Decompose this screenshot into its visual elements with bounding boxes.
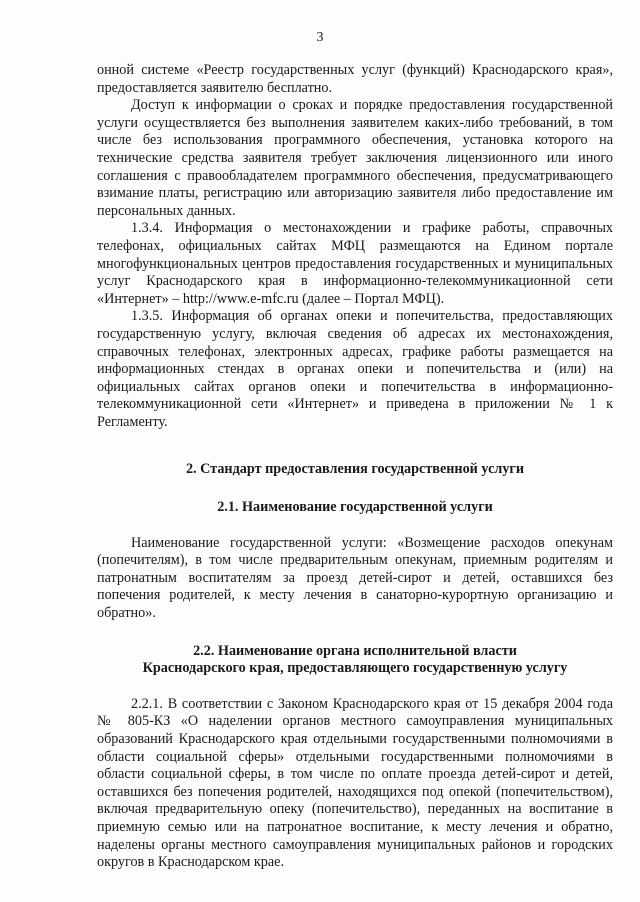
section-2-2-heading-line2: Краснодарского края, предоставляющего государственную услугу	[142, 660, 568, 677]
paragraph-access-info: Доступ к информации о сроках и порядке предоставления государственной услуги осуществляется без выполнения заявителем каких-либо требований, в том числе без использования программного обеспечения, установка которого на технические средства заявителя требует заключения лицензионного или иного соглашения с правообладателем программного обеспечения, предусматривающего взимание платы, регистрацию или авторизацию заявителя либо предоставление им персональных данных.	[97, 97, 613, 219]
paragraph-1-3-4: 1.3.4. Информация о местонахождении и графике работы, справочных телефонах, официальных сайтах МФЦ размещаются на Едином портале многофункциональных центров предоставления государственных и муниципальных услуг Краснодарского края в информационно-телекоммуникационной сети «Интернет» – http://www.e-mfc.ru (далее – Портал МФЦ).	[97, 220, 613, 307]
section-2-1-heading: 2.1. Наименование государственной услуги	[217, 499, 493, 516]
section-2-2-1-text: 2.2.1. В соответствии с Законом Краснодарского края от 15 декабря 2004 года № 805-КЗ «О наделении органов местного самоуправления муниципальных образований Краснодарского края отдельными государственными полномочиями в области социальной сферы» отдельными государственными полномочиями в области социальной сферы, в том числе по оплате проезда детей-сирот и детей, оставшихся без попечения родителей, находящихся под опекой (попечительством), включая предварительную опеку (попечительство), переданных на воспитание в приемную семью или на патронатное воспитание, к месту лечения и обратно, наделены органы местного самоуправления муниципальных районов и городских округов в Краснодарском крае.	[97, 695, 613, 871]
document-body	[97, 62, 613, 872]
section-2-heading: 2. Стандарт предоставления государственной услуги	[185, 461, 525, 478]
paragraph-1-3-5: 1.3.5. Информация об органах опеки и попечительства, предоставляющих государственную услугу, включая сведения об адресах их местонахождения, справочных телефонах, электронных адресах, графике работы размещается на информационных стендах в органах опеки и попечительства и (или) на официальных сайтах органов опеки и попечительства в информационно-телекоммуникационной сети «Интернет» и приведена в приложении № 1 к Регламенту.	[97, 308, 613, 430]
section-2-1-text: Наименование государственной услуги: «Возмещение расходов опекунам (попечителям), в том числе предварительным опекунам, приемным родителям и патронатным воспитателям за проезд детей-сирот и детей, оставшихся без попечения родителей, к месту лечения в санаторно-курортную организацию и обратно».	[97, 534, 613, 622]
page-number: 3	[316, 30, 324, 45]
paragraph-registry-continuation: онной системе «Реестр государственных услуг (функций) Краснодарского края», предоставляется заявителю бесплатно.	[97, 62, 613, 96]
section-2-2-heading-line1: 2.2. Наименование органа исполнительной власти	[193, 642, 517, 659]
